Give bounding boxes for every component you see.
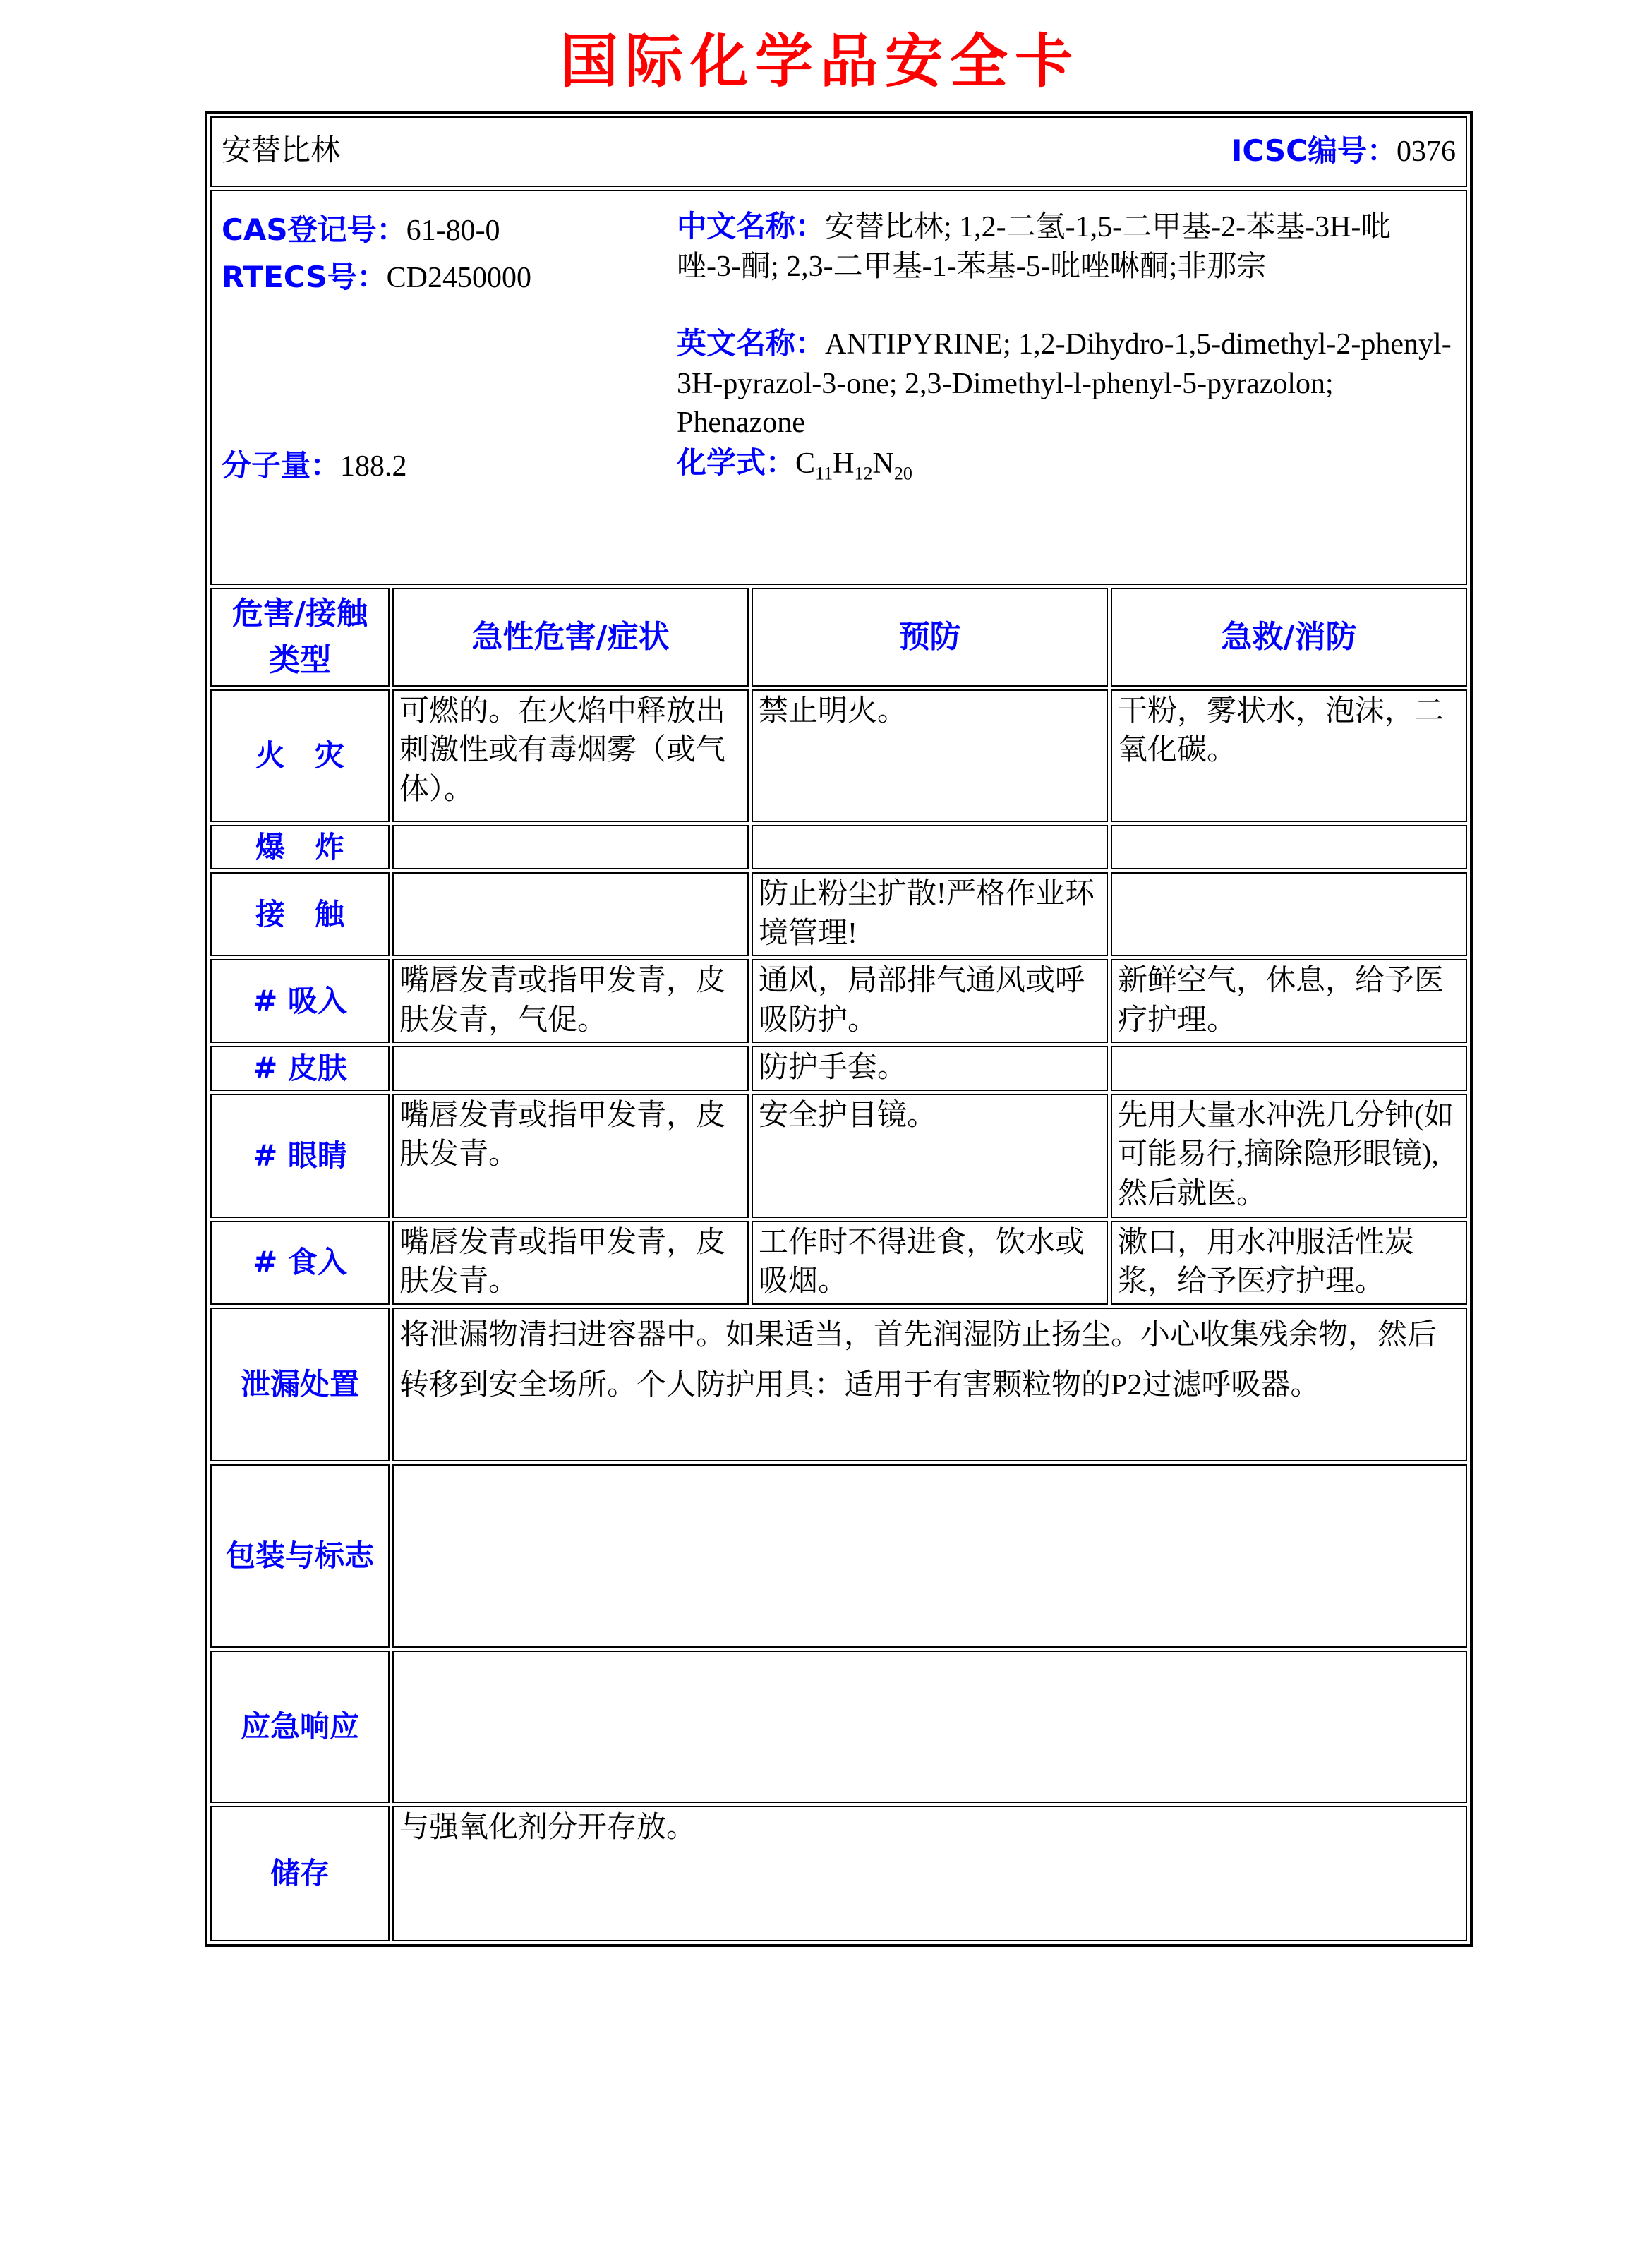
cas-label: CAS登记号： (222, 212, 406, 247)
column-header-response: 急救/消防 (1111, 588, 1467, 687)
row-label-ingestion: # 食入 (210, 1221, 390, 1305)
row-label-spillage: 泄漏处置 (210, 1308, 390, 1461)
registry-ids (222, 207, 677, 443)
chinese-name (677, 207, 1453, 287)
explosion-response-cell (1111, 825, 1467, 869)
molecular-weight (222, 446, 677, 486)
emergency-content-cell (392, 1651, 1467, 1803)
identity-row (217, 131, 1460, 171)
row-label-eyes: # 眼睛 (210, 1094, 390, 1218)
english-name (677, 324, 1453, 444)
column-header-hazard-type: 危害/接触类型 (210, 588, 390, 687)
rtecs-value: CD2450000 (386, 262, 532, 295)
row-label-skin: # 皮肤 (210, 1046, 390, 1090)
row-label-contact: 接 触 (210, 872, 390, 956)
skin-response-cell (1111, 1046, 1467, 1090)
rtecs-label: RTECS号： (222, 260, 387, 295)
inhalation-prevention-cell: 通风，局部排气通风或呼吸防护。 (752, 959, 1108, 1043)
en-name-label: 英文名称： (677, 325, 826, 361)
row-label-packaging: 包装与标志 (210, 1464, 390, 1648)
row-label-fire: 火 灾 (210, 689, 390, 822)
eyes-symptoms-cell: 嘴唇发青或指甲发青，皮肤发青。 (392, 1094, 749, 1218)
packaging-content-cell (392, 1464, 1467, 1648)
icsc-label: ICSC编号： (1231, 133, 1397, 169)
explosion-prevention-cell (752, 825, 1108, 869)
icsc-number: 0376 (1397, 135, 1457, 169)
mw-label: 分子量： (222, 447, 341, 483)
row-label-explosion: 爆 炸 (210, 825, 390, 869)
ingestion-response-cell: 漱口，用水冲服活性炭浆，给予医疗护理。 (1111, 1221, 1467, 1305)
en-name-value: ANTIPYRINE; 1,2-Dihydro-1,5-dimethyl-2-phenyl-3H-pyrazol-3-one; 2,3-Dimethyl-l-phenyl-5-pyrazolon; Phenazone (677, 327, 1452, 440)
chemical-names (677, 207, 1453, 443)
row-label-storage: 储存 (210, 1806, 390, 1941)
fire-symptoms-cell: 可燃的。在火焰中释放出刺激性或有毒烟雾（或气体）。 (392, 689, 749, 822)
storage-content-cell: 与强氧化剂分开存放。 (392, 1806, 1467, 1941)
eyes-prevention-cell: 安全护目镜。 (752, 1094, 1108, 1218)
spillage-content-cell: 将泄漏物清扫进容器中。如果适当，首先润湿防止扬尘。小心收集残余物，然后转移到安全场所。个人防护用具：适用于有害颗粒物的P2过滤呼吸器。 (392, 1308, 1467, 1461)
cn-name-value: 安替比林; 1,2-二氢-1,5-二甲基-2-苯基-3H-吡唑-3-酮; 2,3-二甲基-1-苯基-5-吡唑啉酮;非那宗 (677, 211, 1391, 283)
eyes-response-cell: 先用大量水冲洗几分钟(如可能易行,摘除隐形眼镜),然后就医。 (1111, 1094, 1467, 1218)
ingestion-symptoms-cell: 嘴唇发青或指甲发青，皮肤发青。 (392, 1221, 749, 1305)
inhalation-symptoms-cell: 嘴唇发青或指甲发青，皮肤发青，气促。 (392, 959, 749, 1043)
explosion-symptoms-cell (392, 825, 749, 869)
contact-symptoms-cell (392, 872, 749, 956)
contact-response-cell (1111, 872, 1467, 956)
mw-value: 188.2 (340, 450, 407, 483)
column-header-prevention: 预防 (752, 588, 1108, 687)
cn-name-label: 中文名称： (677, 209, 826, 243)
fire-response-cell: 干粉，雾状水，泡沫，二氧化碳。 (1111, 689, 1467, 822)
formula-label: 化学式： (677, 445, 796, 481)
substance-name: 安替比林 (222, 135, 341, 168)
page-title: 国际化学品安全卡 (560, 28, 1080, 95)
safety-card-table (205, 111, 1473, 1947)
names-section (217, 193, 1460, 506)
formula-value: $C_{11}H_{12}N_{20}$ (795, 447, 912, 484)
fire-prevention-cell: 禁止明火。 (752, 689, 1108, 822)
skin-symptoms-cell (392, 1046, 749, 1090)
column-header-symptoms: 急性危害/症状 (392, 588, 749, 687)
skin-prevention-cell: 防护手套。 (752, 1046, 1108, 1090)
icsc-number-group (1231, 131, 1456, 171)
cas-value: 61-80-0 (406, 215, 500, 247)
contact-prevention-cell: 防止粉尘扩散!严格作业环境管理! (752, 872, 1108, 956)
row-label-emergency: 应急响应 (210, 1651, 390, 1803)
inhalation-response-cell: 新鲜空气，休息，给予医疗护理。 (1111, 959, 1467, 1043)
ingestion-prevention-cell: 工作时不得进食，饮水或吸烟。 (752, 1221, 1108, 1305)
row-label-inhalation: # 吸入 (210, 959, 390, 1043)
chemical-formula (677, 443, 1453, 486)
